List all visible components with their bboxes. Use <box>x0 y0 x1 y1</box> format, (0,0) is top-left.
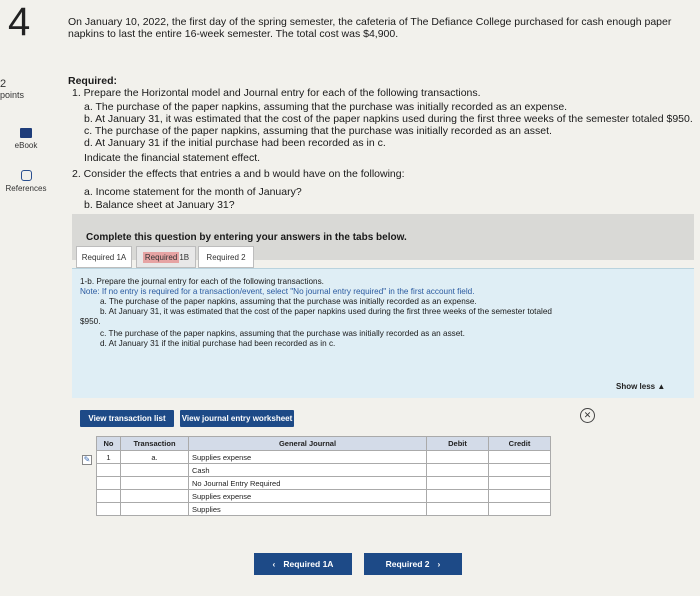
req-2a: a. Income statement for the month of January? <box>84 186 302 198</box>
edit-icon[interactable]: ✎ <box>83 455 91 464</box>
header-general-journal: General Journal <box>189 437 427 451</box>
credit-field[interactable] <box>489 503 551 516</box>
req-1: 1. Prepare the Horizontal model and Journal entry for each of the following transactions. <box>72 87 481 99</box>
debit-field[interactable] <box>427 464 489 477</box>
debit-field[interactable] <box>427 490 489 503</box>
account-field[interactable]: Cash <box>189 464 427 477</box>
close-icon[interactable]: ✕ <box>580 408 595 423</box>
req-1c: c. The purchase of the paper napkins, assuming that the purchase was initially recorded as an asset. <box>84 125 552 137</box>
panel-line-1: 1-b. Prepare the journal entry for each of the following transactions. <box>80 277 324 286</box>
credit-field[interactable] <box>489 451 551 464</box>
debit-field[interactable] <box>427 451 489 464</box>
panel-line-d: d. At January 31 if the initial purchase had been recorded as in c. <box>100 339 336 348</box>
panel-note: Note: If no entry is required for a transaction/event, select "No journal entry required" in the first account field. <box>80 287 475 296</box>
chevron-left-icon: ‹ <box>272 559 276 569</box>
req-2: 2. Consider the effects that entries a and b would have on the following: <box>72 168 405 180</box>
chevron-right-icon: › <box>437 559 441 569</box>
table-row <box>97 503 551 516</box>
req-1a: a. The purchase of the paper napkins, assuming that the purchase was initially recorded as an expense. <box>84 101 568 113</box>
references-icon <box>21 170 32 181</box>
journal-header-row <box>97 437 551 451</box>
tab-required-1a[interactable] <box>76 246 132 268</box>
table-row <box>97 490 551 503</box>
table-row <box>97 451 551 464</box>
account-field[interactable]: Supplies expense <box>189 451 427 464</box>
header-credit: Credit <box>489 437 551 451</box>
credit-field[interactable] <box>489 477 551 490</box>
tab-required-1b-highlight: Required <box>144 252 178 262</box>
next-required-2-button[interactable] <box>364 553 462 575</box>
prev-button-label: Required 1A <box>283 559 334 569</box>
references-label: References <box>5 184 47 193</box>
tab-required-1b[interactable] <box>136 246 196 268</box>
ebook-button[interactable] <box>4 128 48 150</box>
intro-line-1: On January 10, 2022, the first day of the spring semester, the cafeteria of The Defiance College purchased for cash enough paper <box>68 16 672 28</box>
points-value: 2 <box>0 78 7 90</box>
panel-line-c: c. The purchase of the paper napkins, assuming that the purchase was initially recorded as an asset. <box>100 329 465 338</box>
ebook-label: eBook <box>14 141 38 150</box>
req-1b: b. At January 31, it was estimated that the cost of the paper napkins used during the first three weeks of the semester totaled $950. <box>84 113 693 125</box>
view-transaction-list-button[interactable]: View transaction list <box>80 410 174 427</box>
row-no: 1 <box>97 451 121 464</box>
table-row <box>97 464 551 477</box>
row-transaction: a. <box>121 451 189 464</box>
req-2b: b. Balance sheet at January 31? <box>84 199 235 211</box>
debit-field[interactable] <box>427 503 489 516</box>
credit-field[interactable] <box>489 490 551 503</box>
required-label: Required: <box>68 75 118 87</box>
account-field[interactable]: Supplies expense <box>189 490 427 503</box>
tab-required-2[interactable] <box>198 246 254 268</box>
ebook-icon <box>20 128 32 138</box>
panel-line-b: b. At January 31, it was estimated that the cost of the paper napkins used during the first three weeks of the semester totaled <box>100 307 552 316</box>
tab-required-1b-label: 1B <box>179 252 190 262</box>
debit-field[interactable] <box>427 477 489 490</box>
account-field[interactable]: No Journal Entry Required <box>189 477 427 490</box>
panel-line-b-amount: $950. <box>80 317 101 326</box>
question-number: 4 <box>8 0 31 44</box>
header-debit: Debit <box>427 437 489 451</box>
references-button[interactable] <box>4 170 48 193</box>
points-label: points <box>0 90 25 100</box>
intro-line-2: napkins to last the entire 16-week semester. The total cost was $4,900. <box>68 28 399 40</box>
show-less-link[interactable]: Show less ▲ <box>616 382 666 391</box>
header-transaction: Transaction <box>121 437 189 451</box>
tab-required-1a-label: Required 1A <box>81 252 127 262</box>
tab-required-2-label: Required 2 <box>206 252 246 262</box>
header-no: No <box>97 437 121 451</box>
req-1d: d. At January 31 if the initial purchase had been recorded as in c. <box>84 137 386 149</box>
account-field[interactable]: Supplies <box>189 503 427 516</box>
view-journal-worksheet-button[interactable]: View journal entry worksheet <box>180 410 294 427</box>
instruction-panel <box>72 268 694 398</box>
complete-instruction: Complete this question by entering your answers in the tabs below. <box>86 232 407 243</box>
next-button-label: Required 2 <box>385 559 430 569</box>
credit-field[interactable] <box>489 464 551 477</box>
prev-required-1a-button[interactable] <box>254 553 352 575</box>
panel-line-a: a. The purchase of the paper napkins, assuming that the purchase was initially recorded as an expense. <box>100 297 477 306</box>
table-row <box>97 477 551 490</box>
indicate-effect: Indicate the financial statement effect. <box>84 152 261 164</box>
journal-table <box>96 436 551 516</box>
